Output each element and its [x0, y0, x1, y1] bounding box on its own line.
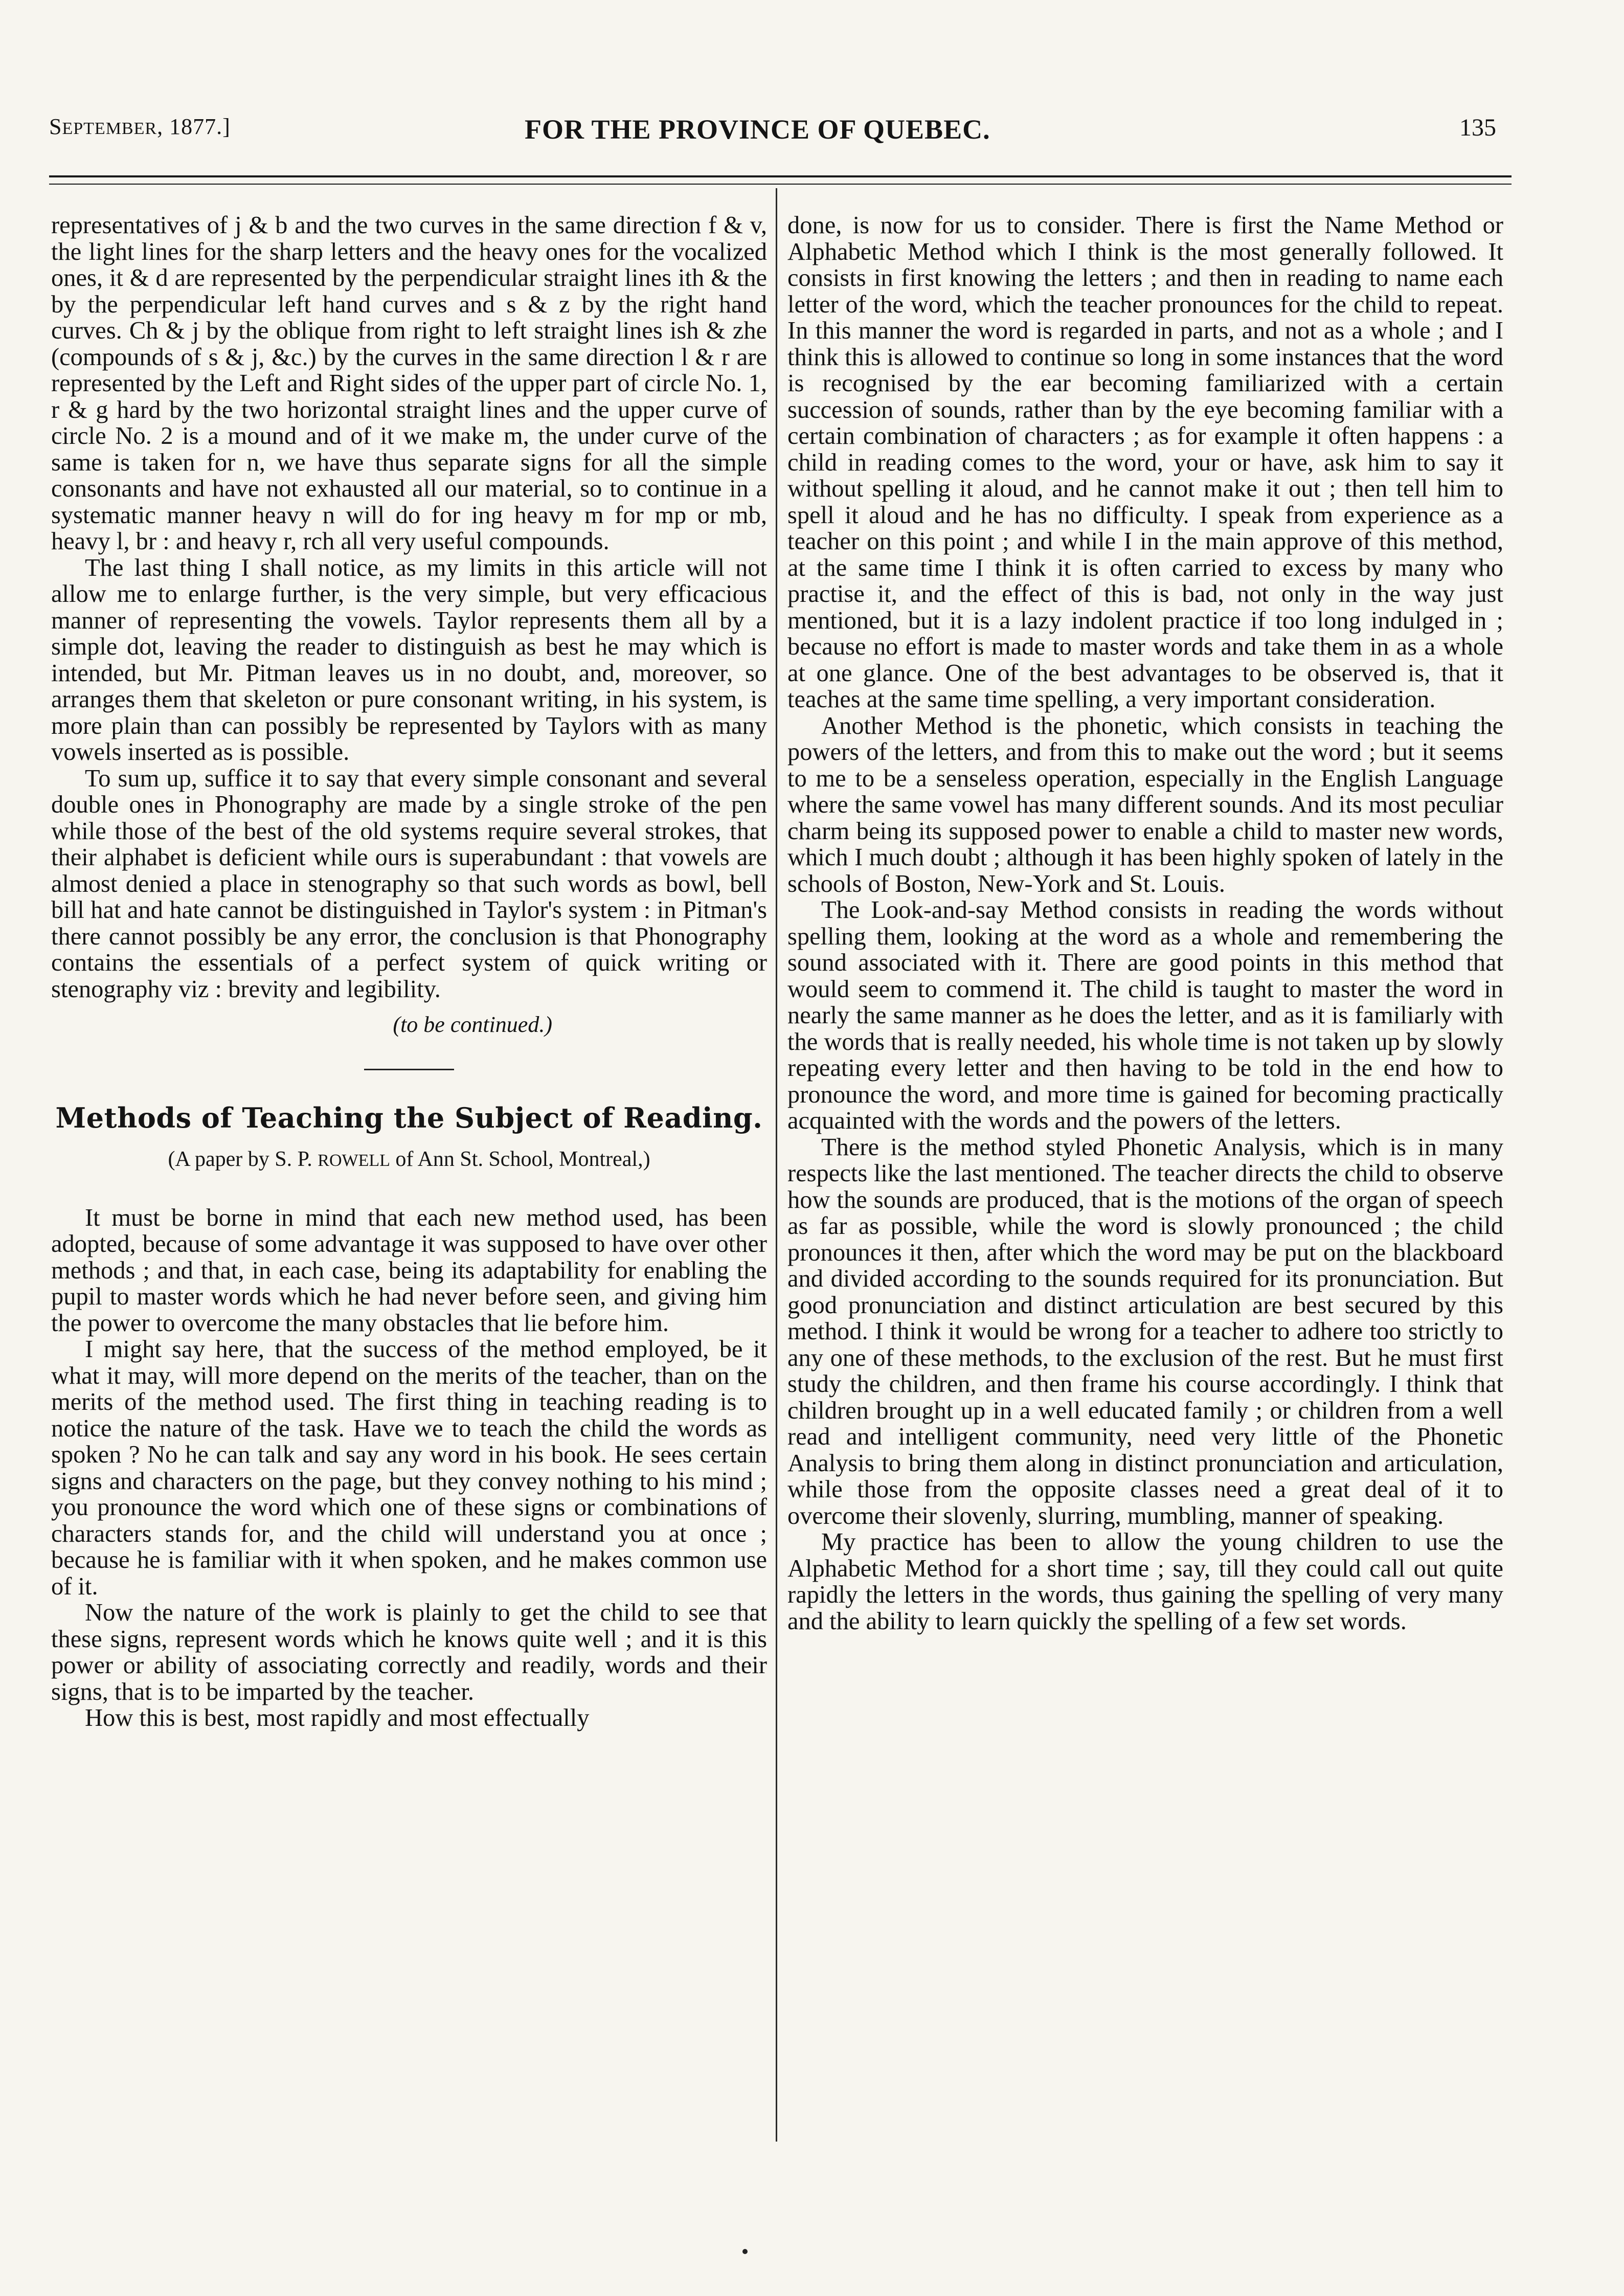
column-divider [776, 188, 777, 2142]
paragraph: representatives of j & b and the two curves in the same direction f & v, the light lines for the sharp letters and the heavy ones for the vocalized ones, it & d are represented by the perpendicular straight lines ith & the by the perpendicular left hand curves and s & z by the right hand curves. Ch & j by the oblique from right to left straight lines ish & zhe (compounds of s & j, &c.) by the curves in the same direction l & r are represented by the Left and Right sides of the upper part of circle No. 1, r & g hard by the two horizontal straight lines and the upper curve of circle No. 2 is a mound and of it we make m, the under curve of the same is taken for n, we have thus separate signs for all the simple consonants and have not exhausted all our material, so to continue in a systematic manner heavy n will do for ing heavy m for mp or mb, heavy l, br : and heavy r, rch all very useful compounds. [51, 212, 767, 555]
paragraph: The Look-and-say Method consists in reading the words without spelling them, looking at the word as a whole and remembering the sound associated with it. There are good points in this method that would seem to commend it. The child is taught to master the word in nearly the same manner as he does the letter, and as it is familiarly with the words that is really needed, his whole time is not taken up by slowly repeating every letter and then having to be told in the end how to pronounce the word, and more time is gained for becoming practically acquainted with the words and the powers of the letters. [787, 896, 1503, 1134]
print-dot [742, 2249, 748, 2254]
section-rule [364, 1069, 454, 1070]
page-number: 135 [1459, 114, 1496, 141]
paragraph: There is the method styled Phonetic Analysis, which is in many respects like the last mentioned. The teacher directs the child to observe how the sounds are produced, that is the motions of the organ of speech as far as possible, while the word is slowly pronounced ; the child pronounces it then, after which the word may be put on the blackboard and divided according to the sounds required for its pronunciation. But good pronunciation and distinct articulation are best secured by this method. I think it would be wrong for a teacher to adhere too strictly to any one of these methods, to the exclusion of the rest. But he must first study the children, and then frame his course accordingly. I think that children brought up in a well educated family ; or children from a well read and intelligent community, need very little of the Phonetic Analysis to bring them along in distinct pronunciation and articulation, while those from the opposite classes need a great deal of it to overcome their slovenly, slurring, mumbling, manner of speaking. [787, 1133, 1503, 1529]
paragraph: How this is best, most rapidly and most effectually [85, 1704, 590, 1731]
paragraph: Another Method is the phonetic, which consists in teaching the powers of the letters, and from this to make out the word ; but it seems to me to be a senseless operation, especially in the English Language where the same vowel has many different sounds. And its most peculiar charm being its supposed power to enable a child to master new words, which I much doubt ; although it has been highly spoken of lately in the schools of Boston, New-York and St. Louis. [787, 712, 1503, 897]
header-title: FOR THE PROVINCE OF QUEBEC. [525, 114, 990, 145]
article-byline: (A paper by S. P. ROWELL of Ann St. School, Montreal,) [168, 1147, 650, 1171]
article-title: Methods of Teaching the Subject of Reading. [55, 1101, 763, 1134]
left-column [51, 212, 767, 1731]
paragraph: To sum up, suffice it to say that every simple consonant and several double ones in Phonography are made by a single stroke of the pen while those of the best of the old systems require several strokes, that their alphabet is deficient while ours is superabundant : that vowels are almost denied a place in stenography so that such words as bowl, bell bill hat and hate cannot be distinguished in Taylor's system : in Pitman's there cannot possibly be any error, the conclusion is that Phonography contains the essentials of a perfect system of quick writing or stenography viz : brevity and legibility. [51, 764, 767, 1003]
header-rule [49, 175, 1512, 185]
header-date: SEPTEMBER, 1877.] [49, 114, 231, 139]
right-column [787, 212, 1503, 1634]
paragraph: I might say here, that the success of the method employed, be it what it may, will more depend on the merits of the teacher, than on the merits of the method used. The first thing in teaching reading is to notice the nature of the task. Have we to teach the child the words as spoken ? No he can talk and say any word in his book. He sees certain signs and characters on the page, but they convey nothing to his mind ; you pronounce the word which one of these signs or combinations of characters stands for, and the child will understand you at once ; because he is familiar with it when spoken, and he makes common use of it. [51, 1336, 767, 1600]
paragraph: It must be borne in mind that each new method used, has been adopted, because of some advantage it was supposed to have over other methods ; and that, in each case, being its adaptability for enabling the pupil to master words which he had never before seen, and giving him the power to overcome the many obstacles that lie before him. [51, 1204, 767, 1337]
paragraph: The last thing I shall notice, as my limits in this article will not allow me to enlarge further, is the very simple, but very efficacious manner of representing the vowels. Taylor represents them all by a simple dot, leaving the reader to distinguish as best he may which is intended, but Mr. Pitman leaves us in no doubt, and, moreover, so arranges them that skeleton or pure consonant writing, in his system, is more plain than can possibly be represented by Taylors with as many vowels inserted as is possible. [51, 554, 767, 766]
page-header [49, 114, 1496, 160]
continued-note: (to be continued.) [393, 1012, 552, 1037]
paragraph: My practice has been to allow the young children to use the Alphabetic Method for a short time ; say, till they could call out quite rapidly the letters in the words, thus gaining the spelling of very many and the ability to learn quickly the spelling of a few set words. [787, 1528, 1503, 1635]
paragraph: done, is now for us to consider. There is first the Name Method or Alphabetic Method which I think is the most generally followed. It consists in first knowing the letters ; and then in reading to name each letter of the word, which the teacher pronounces for the child to repeat. In this manner the word is regarded in parts, and not as a whole ; and I think this is allowed to continue so long in some instances that the word is recognised by the ear becoming familiarized with a certain succession of sounds, rather than by the eye becoming familiar with a certain combination of characters ; as for example it often happens : a child in reading comes to the word, your or have, ask him to say it without spelling it aloud, and he cannot make it out ; then tell him to spell it aloud and he has no difficulty. I speak from experience as a teacher on this point ; and while I in the main approve of this method, at the same time I think it is often carried to excess by many who practise it, and the effect of this is bad, not only in the way just mentioned, but it is a lazy indolent practice if too long indulged in ; because no effort is made to master words and take them in as a whole at one glance. One of the best advantages to be observed is, that it teaches at the same time spelling, a very important consideration. [787, 212, 1503, 713]
paragraph: Now the nature of the work is plainly to get the child to see that these signs, represent words which he knows quite well ; and it is this power or ability of associating correctly and readily, words and their signs, that is to be imparted by the teacher. [51, 1599, 767, 1705]
